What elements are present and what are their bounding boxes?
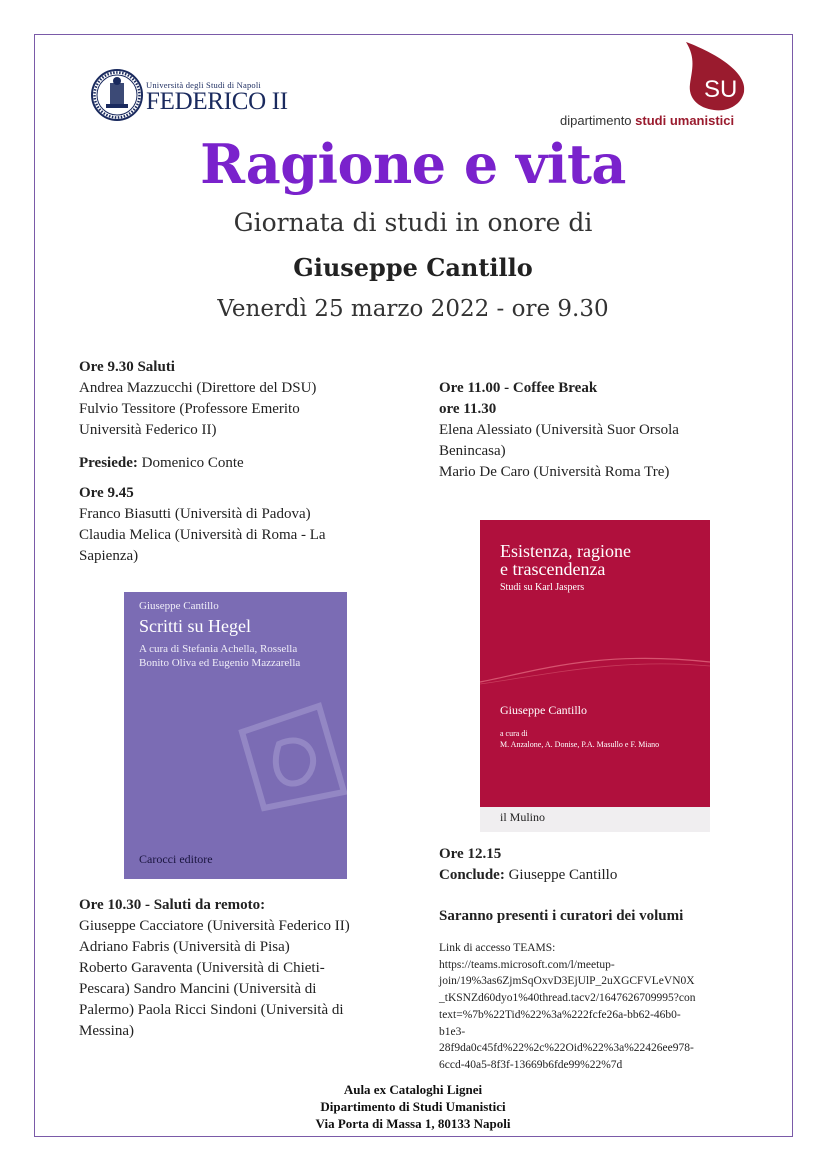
speaker-line: Claudia Melica (Università di Roma - La [79,527,326,543]
speaker-line: Fulvio Tessitore (Professore Emerito [79,401,300,417]
session-heading: Ore 9.30 Saluti [79,359,175,375]
teams-url-line[interactable]: b1e3- [439,1025,466,1038]
venue-line: Aula ex Cataloghi Lignei [343,1082,483,1097]
speaker-line: Andrea Mazzucchi (Direttore del DSU) [79,380,317,396]
cover-wave-icon [480,640,710,690]
book-editors-line: a cura di [500,729,528,738]
book-publisher: il Mulino [500,810,546,824]
dsu-mark-text: SU [704,76,738,103]
conclude-label: Conclude: [439,867,505,883]
university-name-big: FEDERICO II [146,88,288,115]
speaker-line: Adriano Fabris (Università di Pisa) [79,939,290,955]
book-title: Esistenza, ragione [500,541,631,561]
speaker-line: Messina) [79,1023,134,1039]
session-heading: Ore 10.30 - Saluti da remoto: [79,897,266,913]
speaker-line: Franco Biasutti (Università di Padova) [79,506,311,522]
university-seal-icon [90,68,144,122]
dsu-logo [560,40,750,132]
cover-ornament-icon [224,692,347,812]
dsu-caption [560,113,734,128]
book-subtitle: Studi su Karl Jaspers [500,582,585,593]
dsu-caption-light: dipartimento [560,113,636,128]
session-remoto [79,895,409,1042]
curators-text: Saranno presenti i curatori dei volumi [439,908,684,924]
dsu-drop-icon [678,40,750,112]
speaker-line: Sapienza) [79,548,139,564]
session-heading: Ore 12.15 [439,846,502,862]
dsu-caption-bold: studi umanistici [635,113,735,128]
speaker-line: Benincasa) [439,443,506,459]
session-heading: Ore 9.45 [79,485,134,501]
speaker-line: Mario De Caro (Università Roma Tre) [439,464,670,480]
teams-url-line[interactable]: 6ccd-40a5-8f3f-13669b6fde99%22%7d [439,1058,623,1071]
presiede-name: Domenico Conte [137,455,244,471]
speaker-line: Palermo) Paola Ricci Sindoni (Università di [79,1002,344,1018]
session-1215 [439,844,759,886]
event-subtitle: Giornata di studi in onore di [233,208,593,237]
venue-line: Via Porta di Massa 1, 80133 Napoli [315,1116,511,1131]
event-title: Ragione e vita [200,132,626,196]
book-editors-line: A cura di Stefania Achella, Rossella [139,643,298,655]
speaker-line: Giuseppe Cacciatore (Università Federico II) [79,918,350,934]
curators-note [439,906,759,927]
book-title-line2: e trascendenza [500,559,606,579]
presiede-line [79,453,399,474]
cover-front [480,520,710,807]
presiede-label: Presiede: [79,455,138,471]
venue-block [0,1081,826,1132]
book-publisher: Carocci editore [139,852,213,866]
speaker-line: Pescara) Sandro Mancini (Università di [79,981,317,997]
federico-ii-logo [90,68,290,126]
event-date: Venerdì 25 marzo 2022 - ore 9.30 [217,296,609,322]
conclude-name: Giuseppe Cantillo [504,867,618,883]
teams-label: Link di accesso TEAMS: [439,942,556,954]
session-945 [79,483,399,567]
session-heading: Ore 11.00 - Coffee Break [439,380,598,396]
book-editors-line: M. Anzalone, A. Donise, P.A. Masullo e F. Miano [500,740,660,749]
teams-link-block [439,940,759,1074]
book-editors [139,642,339,670]
session-coffee [439,378,759,483]
book-author: Giuseppe Cantillo [139,600,219,612]
honoree-name: Giuseppe Cantillo [293,253,533,282]
book-editors-line: Bonito Oliva ed Eugenio Mazzarella [139,657,301,669]
book-title: Scritti su Hegel [139,616,251,636]
venue-line: Dipartimento di Studi Umanistici [320,1099,506,1114]
speaker-line: Università Federico II) [79,422,217,438]
teams-url-line[interactable]: https://teams.microsoft.com/l/meetup- [439,958,615,971]
teams-url-line[interactable]: 28f9da0c45fd%22%2c%22Oid%22%3a%22426ee978- [439,1042,694,1055]
teams-url-line[interactable]: text=%7b%22Tid%22%3a%222fcfe26a-bb62-46b0- [439,1008,681,1021]
speaker-line: Elena Alessiato (Università Suor Orsola [439,422,679,438]
book-author: Giuseppe Cantillo [500,703,587,717]
teams-url-line[interactable]: join/19%3as6ZjmSqOxvD3EjUlP_2uXGCFVLeVN0X [439,975,695,988]
session-heading: ore 11.30 [439,401,497,417]
book-cover-hegel [124,592,347,879]
university-name-small: Università degli Studi di Napoli [146,80,261,90]
book-cover-jaspers [480,520,710,832]
teams-url-line[interactable]: _tKSNZd60dyo1%40thread.tacv2/1647626709995?con [439,992,696,1005]
session-saluti [79,357,399,441]
speaker-line: Roberto Garaventa (Università di Chieti- [79,960,325,976]
